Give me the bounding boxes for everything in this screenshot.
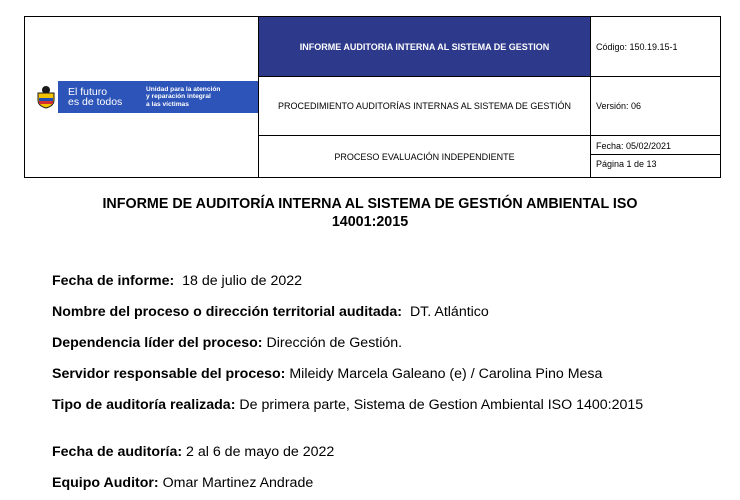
field-label: Dependencia líder del proceso: [52, 335, 263, 351]
logo-brand-text [58, 87, 138, 108]
logo-band [58, 81, 258, 113]
field-value: Omar Martinez Andrade [162, 475, 314, 491]
field-audit-team [52, 475, 680, 492]
header-logo-cell [25, 17, 259, 178]
document-title-line-1: INFORME DE AUDITORÍA INTERNA AL SISTEMA DE GESTIÓN AMBIENTAL ISO [102, 196, 638, 212]
field-value: 2 al 6 de mayo de 2022 [186, 444, 335, 460]
field-audited-process [52, 304, 680, 321]
field-value: 18 de julio de 2022 [182, 273, 303, 289]
field-value: De primera parte, Sistema de Gestion Ambiental ISO 1400:2015 [239, 397, 644, 413]
field-report-date [52, 273, 680, 290]
field-lead-dependency [52, 335, 680, 352]
field-label: Nombre del proceso o dirección territorial auditada: [52, 304, 403, 320]
logo-brand-line-2: es de todos [68, 96, 123, 108]
field-label: Fecha de auditoría: [52, 444, 183, 460]
field-label: Servidor responsable del proceso: [52, 366, 286, 382]
field-audit-date [52, 444, 680, 461]
logo-unit-line-1: Unidad para la atención [146, 86, 221, 94]
document-title-line-2: 14001:2015 [331, 214, 409, 230]
logo-brand-line-1: El futuro [68, 85, 108, 98]
logo-unit-text [138, 86, 258, 108]
header-process: PROCESO EVALUACIÓN INDEPENDIENTE [259, 136, 591, 178]
field-audit-type [52, 397, 680, 414]
field-value: Dirección de Gestión. [266, 335, 403, 351]
field-value: DT. Atlántico [409, 304, 489, 320]
field-value: Mileidy Marcela Galeano (e) / Carolina Pino Mesa [289, 366, 603, 382]
header-date-page-cell [591, 136, 721, 178]
field-label: Equipo Auditor: [52, 475, 159, 491]
field-label: Tipo de auditoría realizada: [52, 397, 236, 413]
entity-logo [33, 81, 258, 113]
header-title: INFORME AUDITORIA INTERNA AL SISTEMA DE GESTION [259, 17, 591, 77]
document-title [40, 195, 700, 231]
logo-unit-line-3: a las víctimas [146, 100, 189, 108]
field-label: Fecha de informe: [52, 273, 175, 289]
header-version: Versión: 06 [591, 77, 721, 136]
header-code: Código: 150.19.15-1 [591, 17, 721, 77]
header-page: Página 1 de 13 [596, 158, 657, 169]
colombia-coat-of-arms-icon [33, 84, 58, 110]
header-date: Fecha: 05/02/2021 [591, 139, 720, 155]
document-header-table [24, 16, 721, 178]
field-responsible-official [52, 366, 680, 383]
header-procedure: PROCEDIMIENTO AUDITORÍAS INTERNAS AL SISTEMA DE GESTIÓN [259, 77, 591, 136]
logo-unit-line-2: y reparación integral [146, 93, 211, 101]
